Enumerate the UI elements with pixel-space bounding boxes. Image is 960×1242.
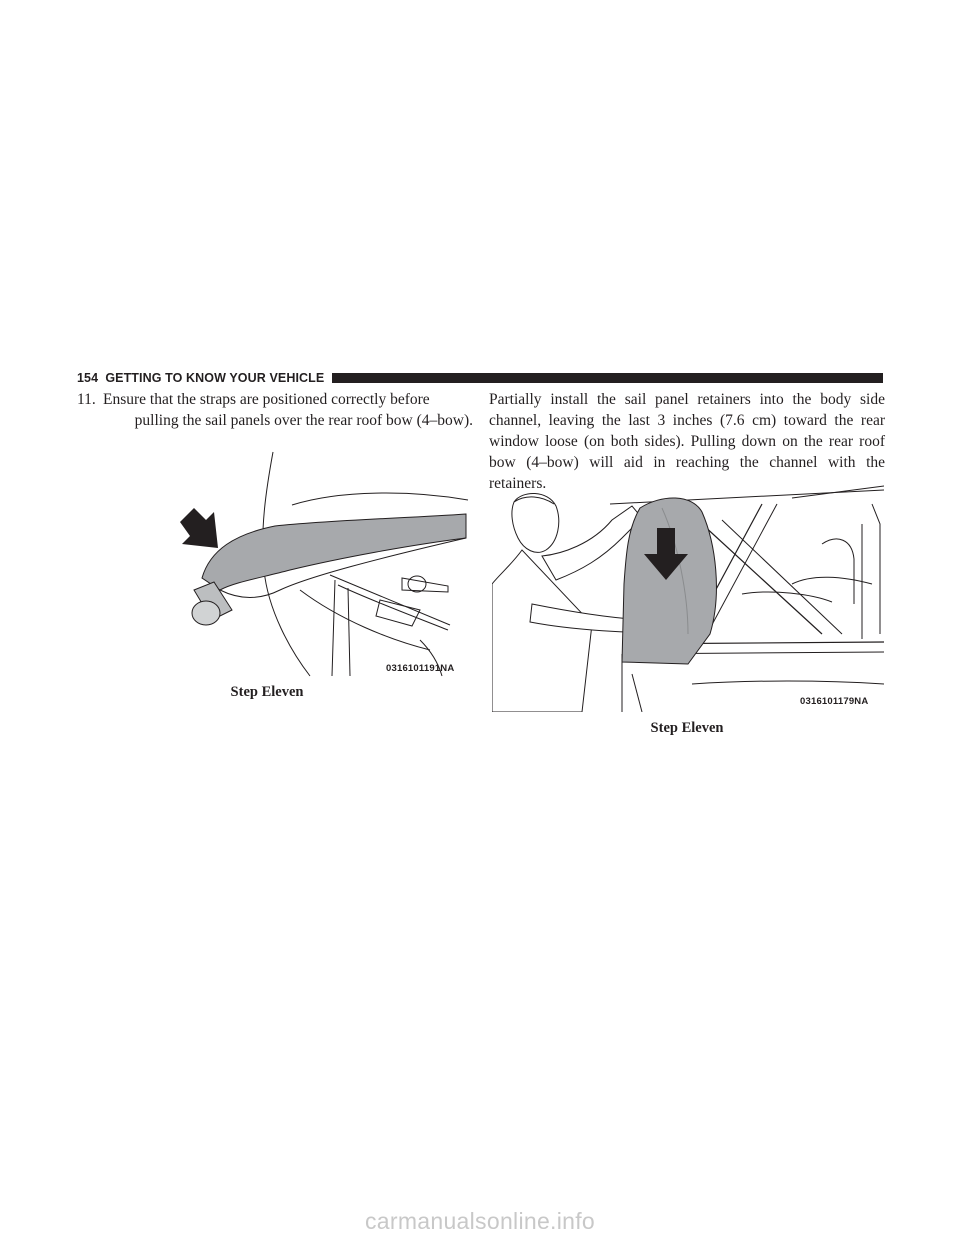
page-header xyxy=(77,370,883,386)
section-title: GETTING TO KNOW YOUR VEHICLE xyxy=(105,371,325,385)
figure-right xyxy=(492,484,884,712)
step-text-line1: Ensure that the straps are positioned correctly before xyxy=(103,391,430,408)
sail-panel-install-illustration xyxy=(492,484,884,712)
caption-left: Step Eleven xyxy=(230,684,304,700)
caption-right: Step Eleven xyxy=(650,720,724,736)
page-header-text xyxy=(77,371,332,385)
roof-bow-illustration xyxy=(180,450,470,680)
right-column xyxy=(489,389,885,494)
instruction-paragraph: Partially install the sail panel retainers into the body side channel, leaving the last 3 inches (7.6 cm) toward the rear window loose (on both sides). Pulling down on the rear roof bow (4–bow) will aid in reaching the channel with the retainers. xyxy=(489,391,885,492)
page-number: 154 xyxy=(77,371,99,385)
figure-code-left: 0316101191NA xyxy=(386,663,455,674)
header-rule xyxy=(332,373,883,383)
step-item xyxy=(77,389,473,431)
figure-code-right: 0316101179NA xyxy=(800,696,869,707)
figure-left xyxy=(180,450,470,680)
watermark-text: carmanualsonline.info xyxy=(364,1208,596,1234)
step-text-line2: pulling the sail panels over the rear roof bow (4–bow). xyxy=(134,412,473,429)
arrow-down-right-icon xyxy=(180,508,218,548)
left-column xyxy=(77,389,473,431)
step-number: 11. xyxy=(77,391,96,408)
